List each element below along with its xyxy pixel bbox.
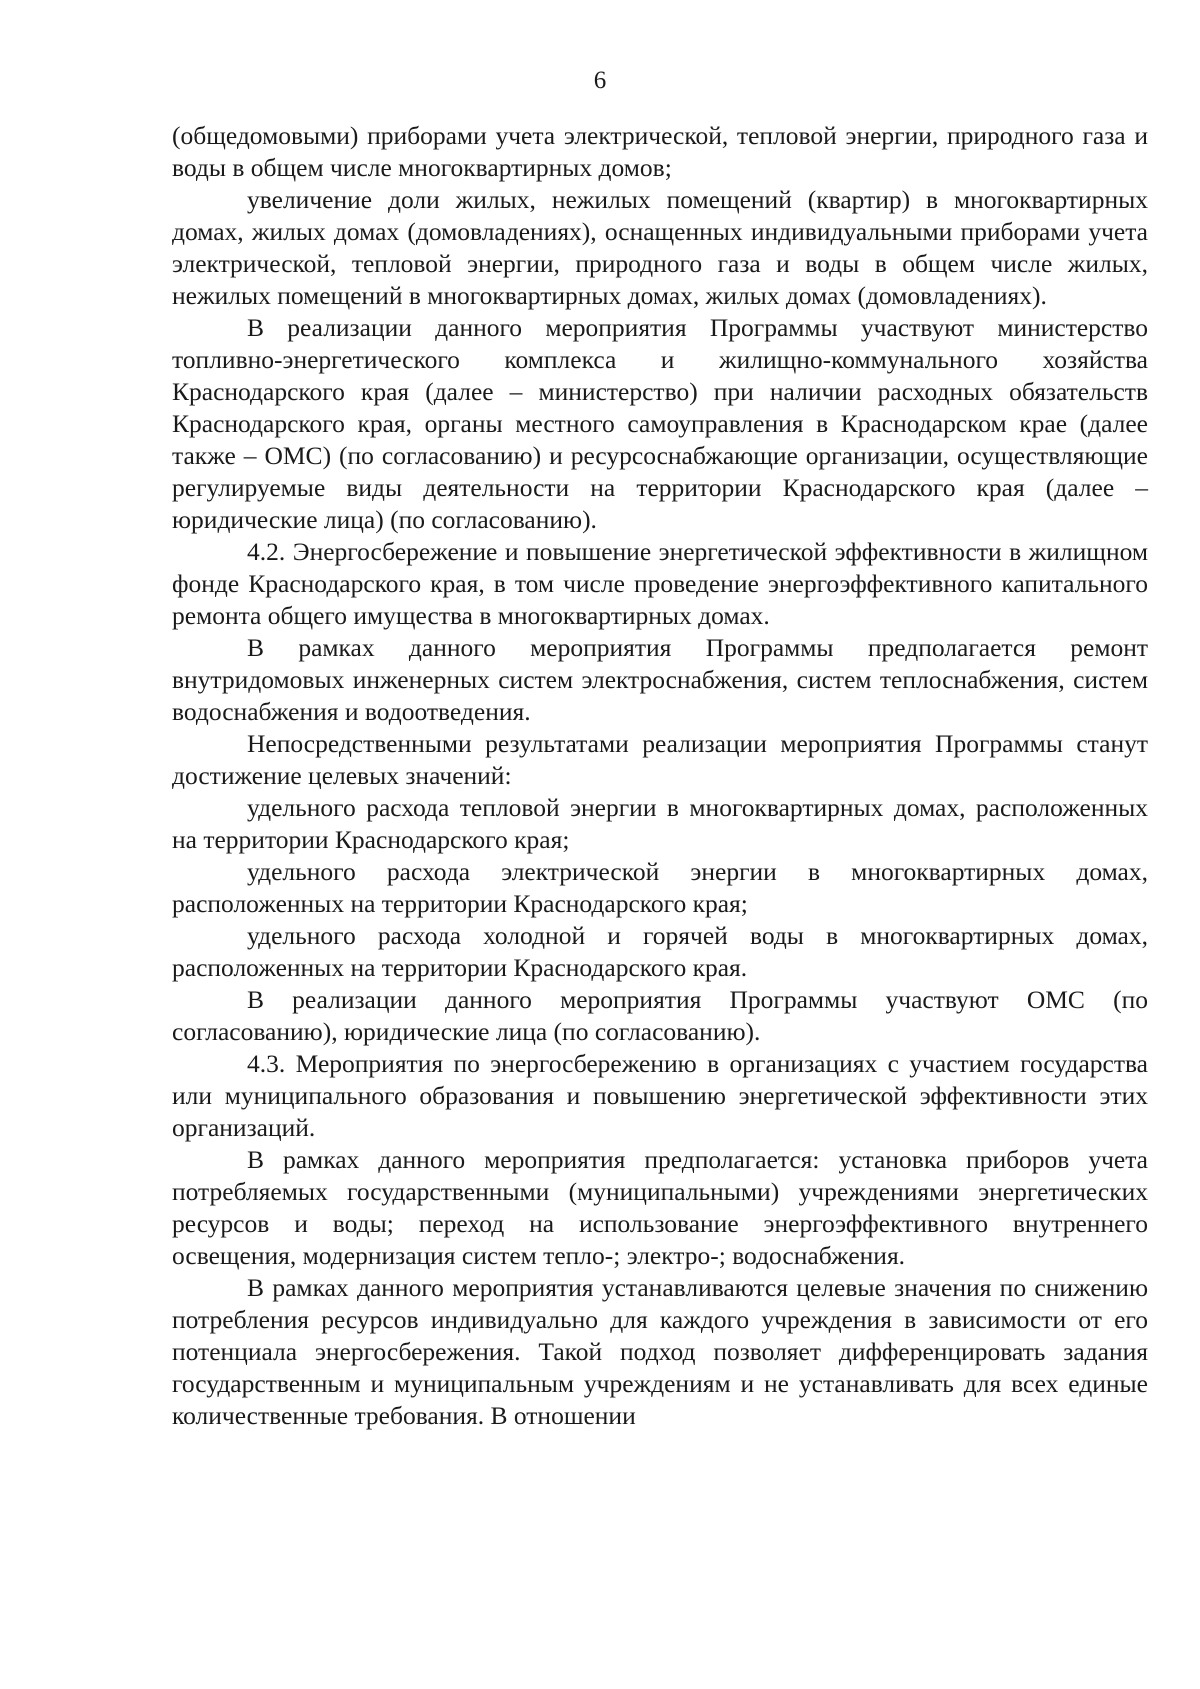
paragraph: В реализации данного мероприятия Программы участвуют ОМС (по согласованию), юридические лица (по согласованию). (172, 985, 1148, 1046)
section-heading-paragraph: 4.3. Мероприятия по энергосбережению в организациях с участием государства или муниципального образования и повышению энергетической эффективности этих организаций. (172, 1049, 1148, 1142)
paragraph: В рамках данного мероприятия предполагается: установка приборов учета потребляемых государственными (муниципальными) учреждениями энергетических ресурсов и воды; переход на использование энергоэффективного внутреннего освещения, модернизация систем тепло-; электро-; водоснабжения. (172, 1145, 1148, 1270)
page-number: 6 (593, 67, 607, 94)
list-item: удельного расхода холодной и горячей воды в многоквартирных домах, расположенных на территории Краснодарского края. (172, 921, 1148, 982)
list-item: удельного расхода тепловой энергии в многоквартирных домах, расположенных на территории Краснодарского края; (172, 793, 1148, 854)
paragraph: (общедомовыми) приборами учета электрической, тепловой энергии, природного газа и воды в общем числе многоквартирных домов; (172, 121, 1148, 182)
paragraph: В рамках данного мероприятия устанавливаются целевые значения по снижению потребления ресурсов индивидуально для каждого учреждения в зависимости от его потенциала энергосбережения. Такой подход позволяет дифференцировать задания государственным и муниципальным учреждениям и не устанавливать для всех единые количественные требования. В отношении (172, 1273, 1148, 1430)
paragraph: В рамках данного мероприятия Программы предполагается ремонт внутридомовых инженерных систем электроснабжения, систем теплоснабжения, систем водоснабжения и водоотведения. (172, 633, 1148, 726)
section-heading-paragraph: 4.2. Энергосбережение и повышение энергетической эффективности в жилищном фонде Краснодарского края, в том числе проведение энергоэффективного капитального ремонта общего имущества в многоквартирных домах. (172, 537, 1148, 630)
document-body (172, 120, 1148, 1432)
paragraph: В реализации данного мероприятия Программы участвуют министерство топливно-энергетического комплекса и жилищно-коммунального хозяйства Краснодарского края (далее – министерство) при наличии расходных обязательств Краснодарского края, органы местного самоуправления в Краснодарском крае (далее также – ОМС) (по согласованию) и ресурсоснабжающие организации, осуществляющие регулируемые виды деятельности на территории Краснодарского края (далее – юридические лица) (по согласованию). (172, 313, 1148, 534)
list-item: удельного расхода электрической энергии в многоквартирных домах, расположенных на территории Краснодарского края; (172, 857, 1148, 918)
paragraph: увеличение доли жилых, нежилых помещений (квартир) в многоквартирных домах, жилых домах (домовладениях), оснащенных индивидуальными приборами учета электрической, тепловой энергии, природного газа и воды в общем числе жилых, нежилых помещений в многоквартирных домах, жилых домах (домовладениях). (172, 185, 1148, 310)
paragraph: Непосредственными результатами реализации мероприятия Программы станут достижение целевых значений: (172, 729, 1148, 790)
